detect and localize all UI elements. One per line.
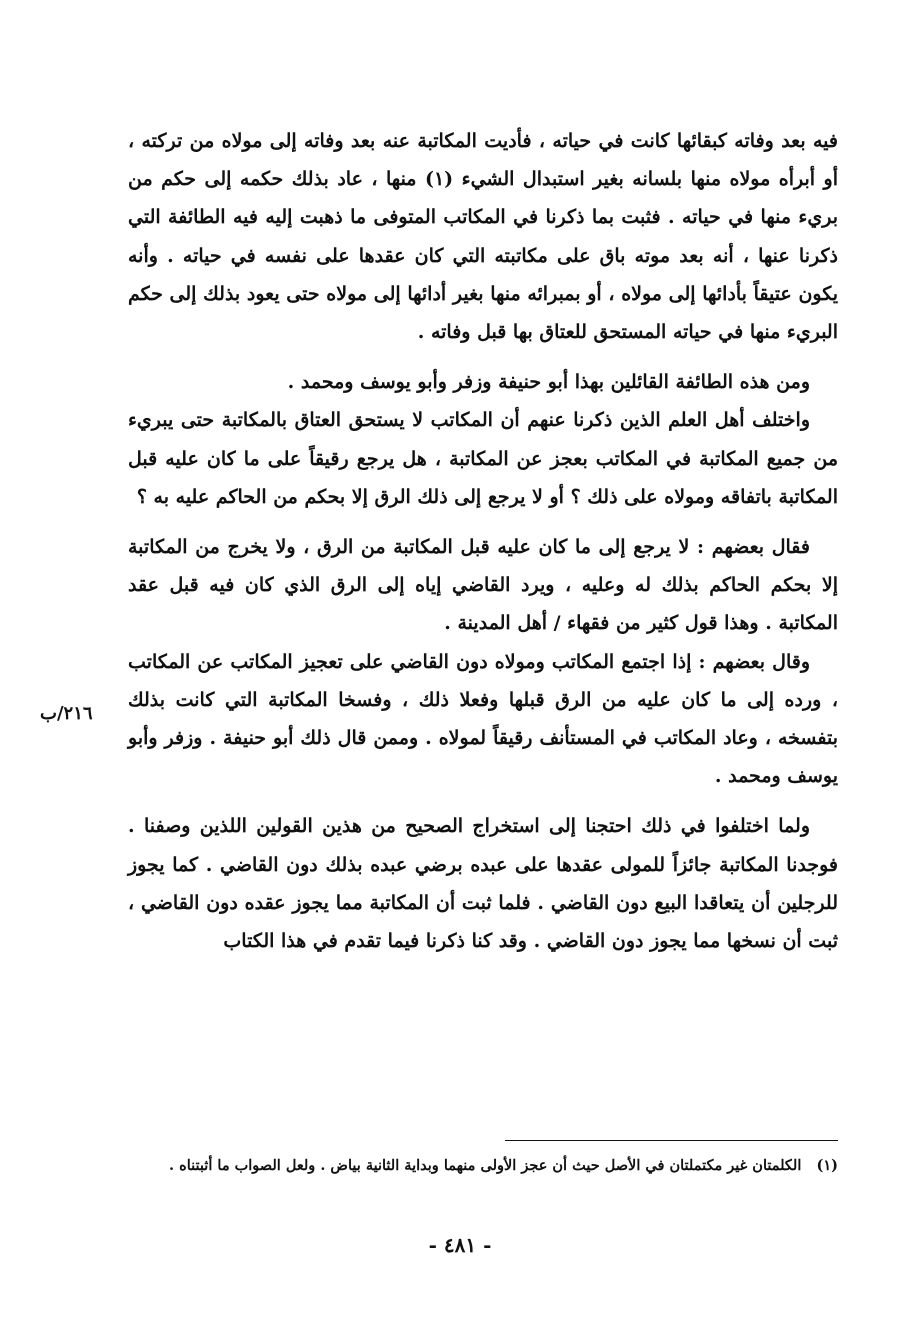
main-text <box>128 122 838 960</box>
footnote-divider <box>505 1140 838 1141</box>
paragraph-6: ولما اختلفوا في ذلك احتجنا إلى استخراج الصحيح من هذين القولين اللذين وصفنا . فوجدنا المكاتبة جائزاً للمولى عقدها على عبده برضي عبده بذلك دون القاضي . كما يجوز للرجلين أن يتعاقدا البيع دون القاضي . فلما ثبت أن المكاتبة مما يجوز عقده دون القاضي ، ثبت أن نسخها مما يجوز دون القاضي . وقد كنا ذكرنا فيما تقدم في هذا الكتاب <box>128 815 838 953</box>
footnote <box>128 1152 838 1180</box>
footnote-text: الكلمتان غير مكتملتان في الأصل حيث أن عجز الأولى منهما وبداية الثانية بياض . ولعل الصواب ما أثبتناه . <box>169 1157 802 1174</box>
paragraph-1: فيه بعد وفاته كبقائها كانت في حياته ، فأديت المكاتبة عنه بعد وفاته إلى مولاه من تركته ، أو أبرأه مولاه منها بلسانه بغير استبدال الشيء (١) منها ، عاد بذلك حكمه إلى حكم من بريء منها في حياته . فثبت بما ذكرنا في المكاتب المتوفى ما ذهبت إليه فيه الطائفة التي ذكرنا عنها ، أنه بعد موته باق على مكاتبته التي كان عقدها على نفسه في حياته . وأنه يكون عتيقاً بأدائها إلى مولاه ، أو بمبرائه منها بغير أدائها إلى مولاه حتى يعود بذلك إلى حكم البريء منها في حياته المستحق للعتاق بها قبل وفاته . <box>128 130 838 344</box>
footnote-marker: (١) <box>816 1157 838 1174</box>
paragraph-4: فقال بعضهم : لا يرجع إلى ما كان عليه قبل المكاتبة من الرق ، ولا يخرج من المكاتبة إلا بحكم الحاكم بذلك له وعليه ، ويرد القاضي إياه إلى الرق الذي كان فيه قبل عقد المكاتبة . وهذا قول كثير من فقهاء / أهل المدينة . <box>128 536 838 635</box>
paragraph-5: وقال بعضهم : إذا اجتمع المكاتب ومولاه دون القاضي على تعجيز المكاتب عن المكاتب ، ورده إلى ما كان عليه من الرق قبلها وفعلا ذلك ، وفسخا المكاتبة التي كانت بذلك بتفسخه ، وعاد المكاتب في المستأنف رقيقاً لمولاه . وممن قال ذلك أبو حنيفة . وزفر وأبو يوسف ومحمد . <box>128 650 838 788</box>
manuscript-folio-note: ٢١٦/ب <box>40 703 93 724</box>
paragraph-2: ومن هذه الطائفة القائلين بهذا أبو حنيفة وزفر وأبو يوسف ومحمد . <box>287 371 810 394</box>
paragraph-3: واختلف أهل العلم الذين ذكرنا عنهم أن المكاتب لا يستحق العتاق بالمكاتبة حتى يبريء من جميع المكاتبة في المكاتب بعجز عن المكاتبة ، هل يرجع رقيقاً على ما كان عليه قبل المكاتبة باتفاقه ومولاه على ذلك ؟ أو لا يرجع إلى ذلك الرق إلا بحكم من الحاكم عليه به ؟ <box>128 409 838 508</box>
page-number: - ٤٨١ - <box>428 1233 492 1257</box>
